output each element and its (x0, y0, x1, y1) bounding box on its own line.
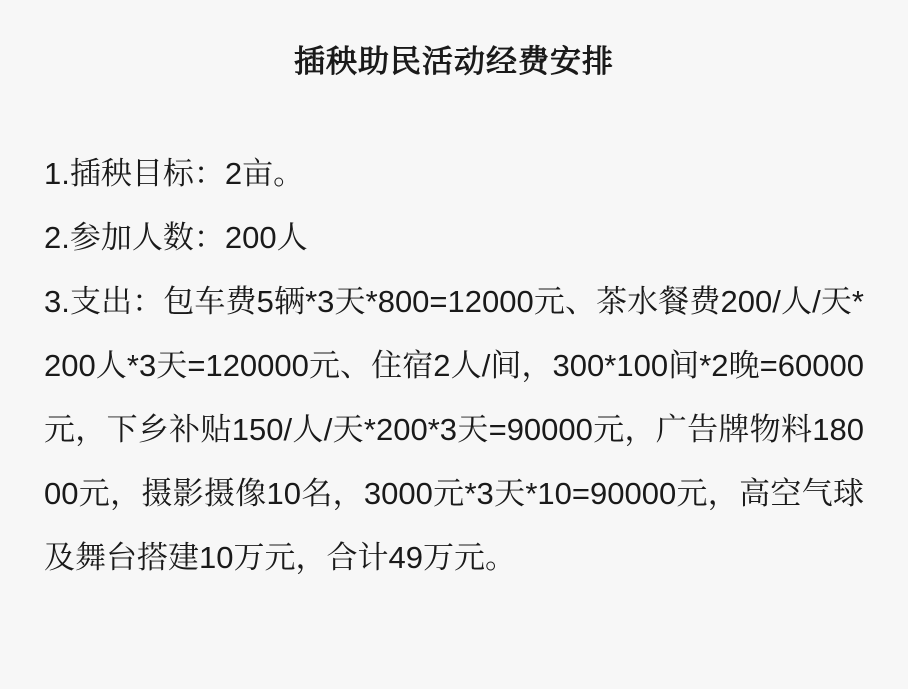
paragraph-expenses: 3.支出：包车费5辆*3天*800=12000元、茶水餐费200/人/天*200人*3天=120000元、住宿2人/间，300*100间*2晚=60000元，下乡补贴150/人/天*200*3天=90000元，广告牌物料18000元，摄影摄像10名，3000元*3天*10=90000元，高空气球及舞台搭建10万元，合计49万元。 (44, 284, 864, 576)
paragraph-participants: 2.参加人数：200人 (44, 220, 308, 256)
document-body (0, 82, 908, 590)
page-title: 插秧助民活动经费安排 (294, 44, 614, 79)
paragraph-target: 1.插秧目标：2亩。 (44, 156, 305, 192)
